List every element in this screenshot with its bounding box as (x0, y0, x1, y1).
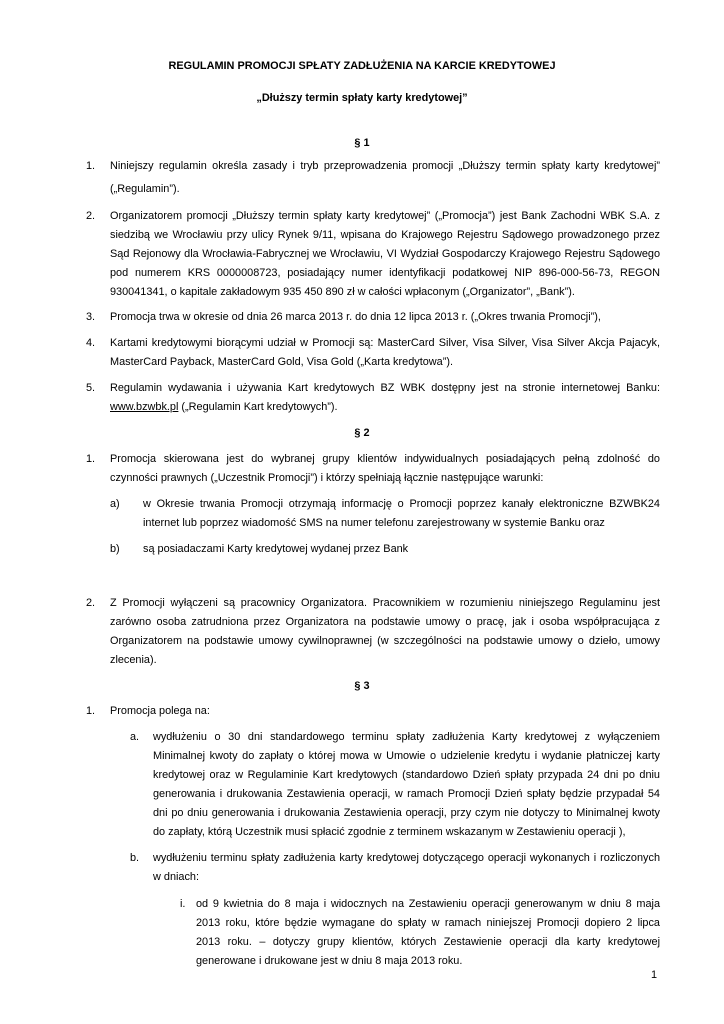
item-number: 1. (86, 160, 96, 172)
subitem-label: a) (110, 498, 120, 510)
paragraph (110, 308, 660, 327)
item-number: 1. (86, 453, 96, 465)
paragraph-line: Organizatorem na podstawie umowy cywilnoprawnej (w szczególności na podstawie umowy o dzieło, umowy (110, 635, 660, 647)
item-number: 1. (86, 705, 96, 717)
section-heading-2: § 2 (354, 427, 370, 439)
subitem-label: b) (110, 543, 120, 555)
paragraph-line: Organizatorem promocji „Dłuższy termin spłaty karty kredytowej” („Promocja”) jest Bank Zachodni WBK S.A. z (110, 210, 660, 222)
paragraph-line: w Okresie trwania Promocji otrzymają informację o Promocji poprzez kanały elektroniczne BZWBK24 (143, 498, 660, 510)
paragraph (110, 207, 660, 302)
document-title: REGULAMIN PROMOCJI SPŁATY ZADŁUŻENIA NA KARCIE KREDYTOWEJ (168, 60, 556, 72)
paragraph-line: zlecenia). (110, 654, 157, 666)
paragraph (110, 594, 660, 670)
item-number: 4. (86, 337, 96, 349)
paragraph-line: Sąd Rejonowy dla Wrocławia-Fabrycznej we Wrocławiu, VI Wydział Gospodarczy Krajowego Rejestru Sądowego (110, 248, 660, 260)
paragraph-line: pod numerem KRS 0000008723, posiadający numer identyfikacji podatkowej NIP 896-000-56-73, REGON (110, 267, 660, 279)
subitem-label: b. (130, 852, 140, 864)
paragraph-line: wydłużeniu terminu spłaty zadłużenia karty kredytowej dotyczącego operacji wykonanych i rozliczonych (153, 852, 660, 864)
item-number: 3. (86, 311, 96, 323)
paragraph-line (110, 398, 660, 417)
paragraph (143, 495, 660, 533)
section-heading-1: § 1 (354, 137, 370, 149)
paragraph-line: w dniach: (153, 871, 200, 883)
paragraph (196, 895, 660, 971)
paragraph (110, 702, 660, 721)
bank-website-link[interactable]: www.bzwbk.pl (110, 401, 179, 413)
paragraph-line: Promocja trwa w okresie od dnia 26 marca 2013 r. do dnia 12 lipca 2013 r. („Okres trwania Promocji”), (110, 311, 601, 323)
paragraph-line: Promocja polega na: (110, 705, 210, 717)
paragraph-line: MasterCard Payback, MasterCard Gold, Visa Gold („Karta kredytowa”). (110, 356, 453, 368)
paragraph-line: Kartami kredytowymi biorącymi udział w Promocji są: MasterCard Silver, Visa Silver, Visa Silver Akcja Pajacyk, (110, 337, 660, 349)
paragraph (143, 540, 660, 559)
paragraph-line: zarówno osoba zatrudniona przez Organizatora na podstawie umowy o pracę, jak i osoba współpracująca z (110, 616, 660, 628)
paragraph-line: kredytowej oraz w Regulaminie Kart kredytowych (standardowo Dzień spłaty przypada 24 dni po dniu (153, 769, 660, 781)
paragraph-line: 930041341, o kapitale zakładowym 935 450 890 zł w całości wpłaconym („Organizator”, „Bank”). (110, 286, 575, 298)
item-number: 5. (86, 382, 96, 394)
paragraph-line: („Regulamin”). (110, 183, 180, 195)
page-number: 1 (651, 969, 658, 981)
paragraph-line: siedzibą we Wrocławiu przy ulicy Rynek 9/11, wpisana do Krajowego Rejestru Sądowego prowadzonego przez (110, 229, 660, 241)
link-suffix-text: („Regulamin Kart kredytowych”). (178, 401, 338, 413)
paragraph (153, 728, 660, 842)
item-number: 2. (86, 210, 96, 222)
paragraph-line: Promocja skierowana jest do wybranej grupy klientów indywidualnych posiadających pełną zdolność do (110, 453, 660, 465)
paragraph-line: są posiadaczami Karty kredytowej wydanej przez Bank (143, 543, 409, 555)
paragraph (110, 379, 660, 417)
paragraph-line: 2013 roku. – dotyczy grupy klientów, których Zestawienie operacji dla karty kredytowej (196, 936, 660, 948)
paragraph-line: czynności prawnych („Uczestnik Promocji”) i którzy spełniają łącznie następujące warunki: (110, 472, 544, 484)
paragraph-line: generowania i drukowania Zestawienia operacji, w ramach Promocji Dzień spłaty będzie przypadał 54 (153, 788, 660, 800)
paragraph (110, 334, 660, 372)
paragraph-line: Minimalnej kwoty do zapłaty o której mowa w Umowie o udzielenie kredytu i wydanie płatniczej karty (153, 750, 660, 762)
section-heading-3: § 3 (354, 680, 370, 692)
paragraph-line: Regulamin wydawania i używania Kart kredytowych BZ WBK dostępny jest na stronie internetowej Banku: (110, 382, 660, 394)
paragraph-line: od 9 kwietnia do 8 maja i widocznych na Zestawieniu operacji generowanym w dniu 8 maja (196, 898, 660, 910)
paragraph (110, 450, 660, 488)
paragraph (110, 155, 660, 201)
paragraph-line: internet lub poprzez wiadomość SMS na numer telefonu zarejestrowany w systemie Banku oraz (143, 517, 605, 529)
paragraph-line: generowane i drukowane jest w dniu 8 maja 2013 roku. (196, 955, 463, 967)
paragraph (153, 849, 660, 887)
document-subtitle: „Dłuższy termin spłaty karty kredytowej” (256, 92, 468, 104)
paragraph-line: do zapłaty, którą Uczestnik musi spłacić zgodnie z terminem wskazanym w Zestawieniu operacji ), (153, 826, 626, 838)
subitem-label: i. (180, 898, 186, 910)
paragraph-line: dni po dniu generowania i drukowania Zestawienia operacji, przy czym nie dotyczy to Minimalnej kwoty (153, 807, 660, 819)
paragraph-line: 2013 roku, które będzie wymagane do spłaty w ramach niniejszej Promocji dopiero 2 lipca (196, 917, 660, 929)
item-number: 2. (86, 597, 96, 609)
paragraph-line: wydłużeniu o 30 dni standardowego terminu spłaty zadłużenia Karty kredytowej z wyłączeniem (153, 731, 660, 743)
subitem-label: a. (130, 731, 140, 743)
paragraph-line: Z Promocji wyłączeni są pracownicy Organizatora. Pracownikiem w rozumieniu niniejszego Regulaminu jest (110, 597, 660, 609)
paragraph-line: Niniejszy regulamin określa zasady i tryb przeprowadzenia promocji „Dłuższy termin spłaty karty kredytowej” (110, 160, 660, 172)
